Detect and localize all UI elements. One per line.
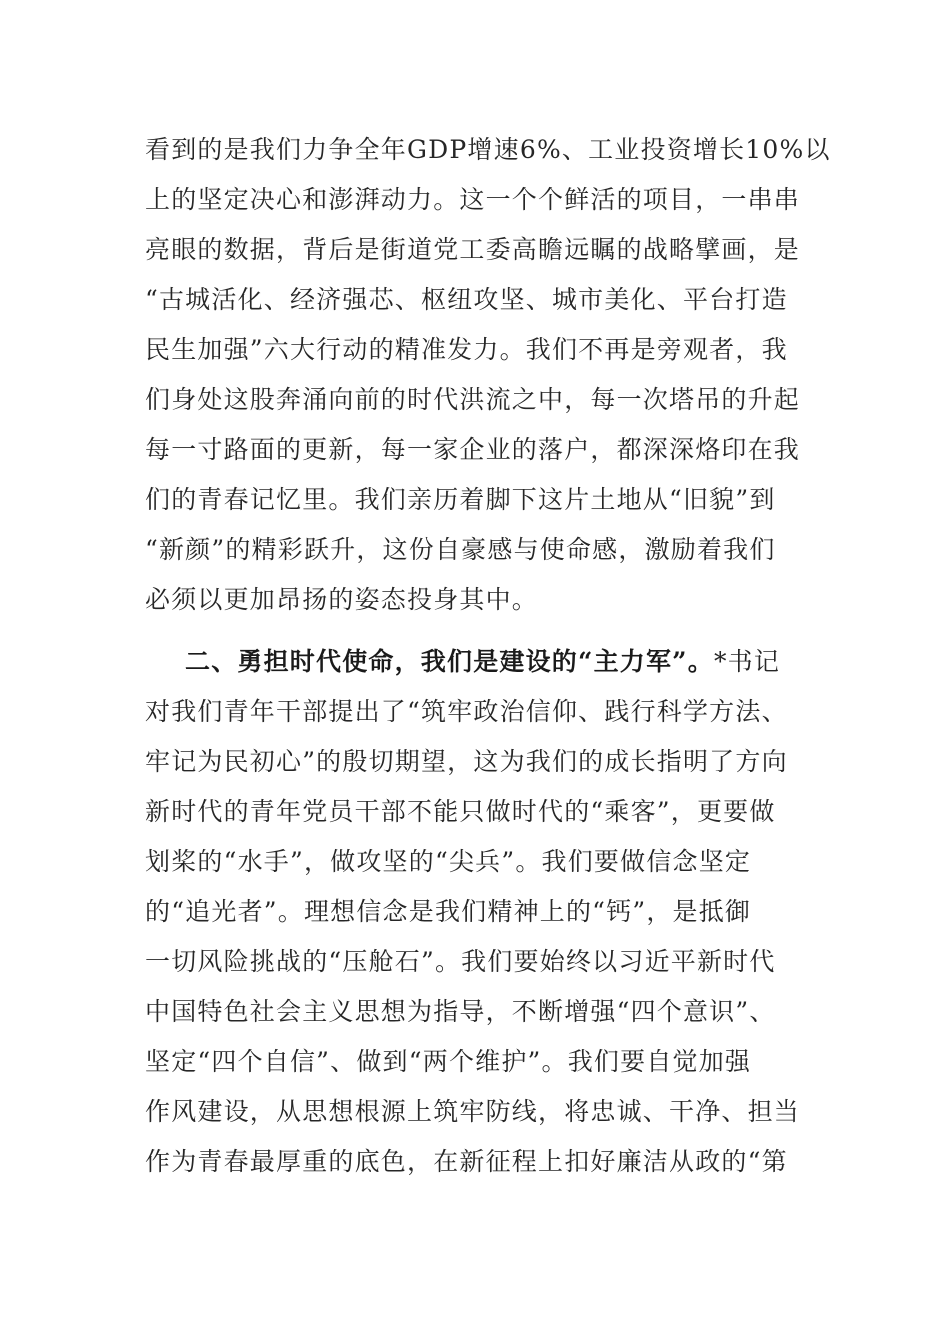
paragraph-line: 亮眼的数据，背后是街道党工委高瞻远瞩的战略擘画，是 [145, 235, 801, 264]
paragraph-line: 必须以更加昂扬的姿态投身其中。 [145, 585, 539, 614]
paragraph-line: 作为青春最厚重的底色，在新征程上扣好廉洁从政的“第 [145, 1147, 788, 1176]
section-heading-line [185, 637, 780, 687]
paragraph-line: 划桨的“水手”，做攻坚的“尖兵”。我们要做信念坚定 [145, 847, 752, 876]
paragraph-line: 看到的是我们力争全年GDP增速6%、工业投资增长10%以 [145, 135, 831, 164]
paragraph-line: 对我们青年干部提出了“筑牢政治信仰、践行科学方法、 [145, 697, 788, 726]
paragraph-line: 每一寸路面的更新，每一家企业的落户，都深深烙印在我 [145, 435, 801, 464]
paragraph-line: “新颜”的精彩跃升，这份自豪感与使命感，激励着我们 [145, 535, 776, 564]
paragraph-line: 们身处这股奔涌向前的时代洪流之中，每一次塔吊的升起 [145, 385, 801, 414]
paragraph-line: “古城活化、经济强芯、枢纽攻坚、城市美化、平台打造 [145, 285, 788, 314]
paragraph-line: 民生加强”六大行动的精准发力。我们不再是旁观者，我 [145, 335, 788, 364]
paragraph-line: 坚定“四个自信”、做到“两个维护”。我们要自觉加强 [145, 1047, 752, 1076]
paragraph-line: 牢记为民初心”的殷切期望，这为我们的成长指明了方向 [145, 747, 788, 776]
paragraph-line: 新时代的青年党员干部不能只做时代的“乘客”，更要做 [145, 797, 776, 826]
paragraph-line: 的“追光者”。理想信念是我们精神上的“钙”，是抵御 [145, 897, 752, 926]
paragraph-line: 们的青春记忆里。我们亲历着脚下这片土地从“旧貌”到 [145, 485, 776, 514]
paragraph-line: 作风建设，从思想根源上筑牢防线，将忠诚、干净、担当 [145, 1097, 801, 1126]
paragraph-line: 一切风险挑战的“压舱石”。我们要始终以习近平新时代 [145, 947, 776, 976]
section-heading-tail: *书记 [713, 647, 781, 676]
paragraph-line: 中国特色社会主义思想为指导，不断增强“四个意识”、 [145, 997, 776, 1026]
paragraph-line: 上的坚定决心和澎湃动力。这一个个鲜活的项目，一串串 [145, 185, 801, 214]
section-heading: 二、勇担时代使命，我们是建设的“主力军”。 [185, 647, 714, 676]
